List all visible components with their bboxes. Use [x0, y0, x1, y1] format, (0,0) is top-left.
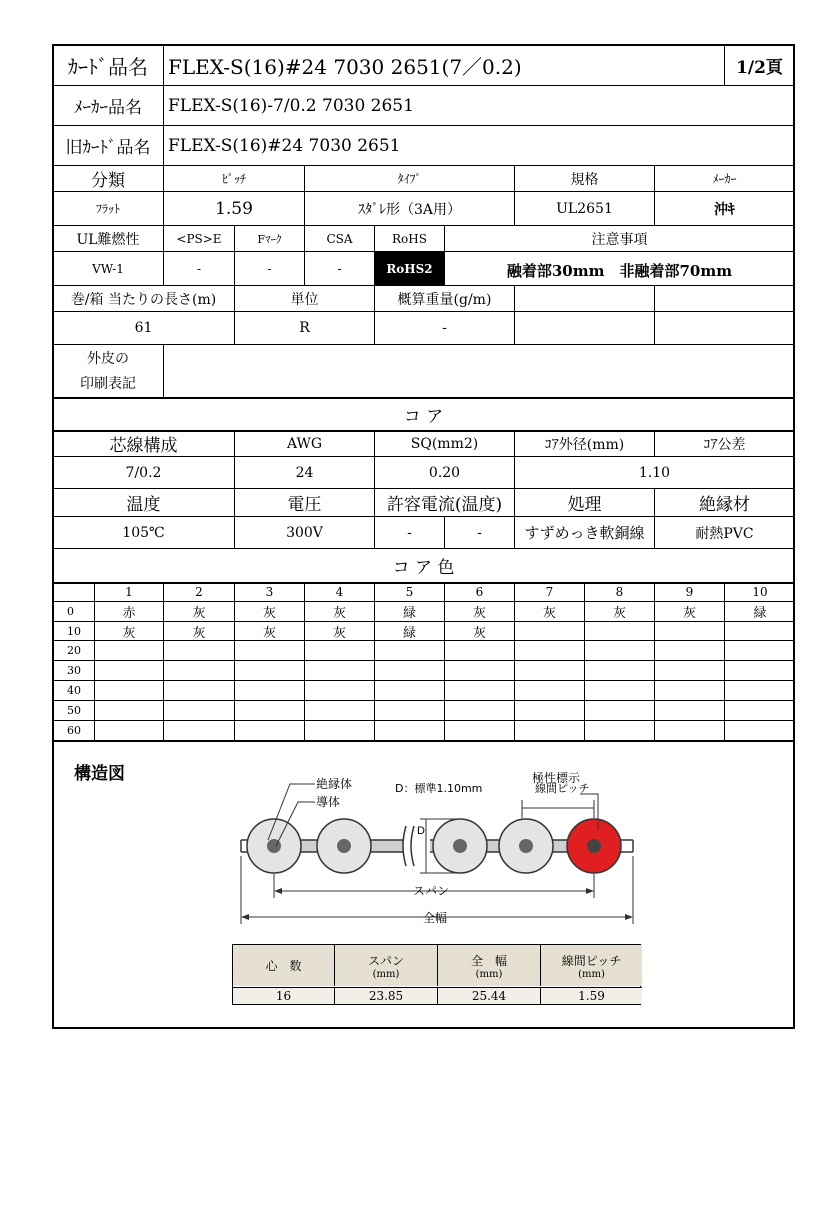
color-col-header: 6 — [475, 585, 484, 599]
color-cell — [164, 641, 234, 660]
color-col-header: 4 — [335, 585, 344, 599]
color-cell — [655, 701, 724, 720]
core-color-section-title: コ ア 色 — [392, 558, 455, 578]
current-label: 許容電流(温度) — [386, 495, 503, 515]
polarity-label: 極性標示 — [532, 771, 581, 785]
fmark-label: Fﾏｰｸ — [257, 232, 282, 246]
color-cell: 灰 — [192, 606, 206, 621]
ps-value: - — [196, 261, 202, 276]
color-cell — [235, 661, 304, 680]
color-cell — [95, 681, 163, 700]
dimension-header-cell — [335, 945, 438, 986]
color-cell — [375, 701, 444, 720]
color-col-header: 9 — [685, 585, 694, 599]
color-cell — [725, 721, 795, 740]
color-col-header: 10 — [752, 585, 768, 599]
wire-2-core — [337, 839, 351, 853]
color-cell — [235, 681, 304, 700]
color-cell: 緑 — [402, 606, 416, 621]
card-name-value: FLEX-S(16)#24 7030 2651(7／0.2) — [168, 54, 522, 79]
maker-name-label: ﾒｰｶｰ品名 — [74, 98, 142, 118]
old-card-label: 旧ｶｰﾄﾞ品名 — [65, 138, 151, 158]
ps-label: <PS>E — [176, 231, 222, 246]
notes-value: 融着部30mm 非融着部70mm — [506, 262, 733, 280]
sq-value: 0.20 — [428, 464, 461, 481]
color-row-label: 20 — [67, 644, 81, 657]
wire-4-core — [519, 839, 533, 853]
dimension-header-unit: (mm) — [372, 968, 400, 980]
color-cell — [445, 701, 514, 720]
color-row-label: 50 — [67, 704, 81, 717]
csa-label: CSA — [326, 231, 353, 246]
color-cell — [235, 641, 304, 660]
color-row-label: 0 — [67, 605, 74, 618]
print-label-line2: 印刷表記 — [80, 376, 136, 392]
color-cell — [95, 721, 163, 740]
dimension-value-cell: 16 — [233, 987, 335, 1004]
dimension-header-label: 心 数 — [265, 959, 302, 973]
dimension-header-unit: (mm) — [578, 968, 605, 980]
color-cell — [445, 661, 514, 680]
color-cell — [655, 721, 724, 740]
width-label: 全幅 — [423, 911, 448, 925]
color-row-label: 60 — [67, 724, 81, 737]
awg-label: AWG — [286, 435, 323, 452]
fmark-value: - — [267, 261, 272, 276]
temp-label: 温度 — [126, 495, 161, 515]
color-cell — [515, 622, 584, 640]
color-cell — [585, 622, 654, 640]
structure-diagram — [230, 770, 660, 940]
break-marks — [403, 826, 414, 866]
color-cell — [515, 701, 584, 720]
color-cell — [95, 641, 163, 660]
d-marker-text: D — [417, 825, 425, 837]
color-cell: 灰 — [542, 606, 556, 621]
color-cell: 灰 — [612, 606, 626, 621]
page-number: 1/2頁 — [736, 57, 783, 78]
rohs-badge: RoHS2 — [375, 252, 444, 285]
voltage-value: 300V — [286, 524, 323, 541]
notes-label: 注意事項 — [591, 231, 648, 248]
conductor-label: 導体 — [316, 795, 341, 809]
line-pitch-label: 線間ピッチ — [535, 782, 590, 795]
color-cell — [515, 721, 584, 740]
color-cell — [305, 641, 374, 660]
color-cell: 灰 — [332, 625, 346, 641]
bunrui-label: 分類 — [91, 171, 125, 191]
color-cell — [515, 681, 584, 700]
od-value: 1.10 — [638, 464, 671, 481]
awg-value: 24 — [295, 464, 314, 481]
color-col-header: 3 — [265, 585, 274, 599]
csa-value: - — [337, 261, 342, 276]
dimension-value-cell: 25.44 — [438, 987, 541, 1004]
color-col-header: 2 — [195, 585, 203, 599]
color-cell — [515, 661, 584, 680]
dimension-table — [232, 944, 641, 1005]
color-cell — [655, 681, 724, 700]
length-label: 巻/箱 当たりの長さ(m) — [70, 291, 217, 308]
type-label: ﾀｲﾌﾟ — [397, 172, 422, 186]
color-cell — [305, 721, 374, 740]
color-cell — [164, 661, 234, 680]
color-cell — [95, 661, 163, 680]
pitch-label: ﾋﾟｯﾁ — [221, 172, 246, 186]
polarity-wire-core — [587, 839, 601, 853]
color-cell — [164, 681, 234, 700]
structure-title: 構造図 — [74, 763, 125, 784]
voltage-label: 電圧 — [287, 495, 322, 515]
sq-label: SQ(mm2) — [410, 435, 479, 452]
color-col-header: 7 — [545, 585, 554, 599]
color-col-header: 8 — [615, 585, 624, 599]
color-cell: 灰 — [472, 625, 486, 641]
unit-label: 単位 — [290, 291, 319, 308]
color-cell: 灰 — [192, 625, 206, 641]
color-cell — [95, 701, 163, 720]
color-cell — [164, 721, 234, 740]
dimension-header-cell — [541, 945, 642, 986]
color-cell — [585, 721, 654, 740]
insulation-label: 絶縁材 — [699, 495, 750, 515]
kikaku-value: UL2651 — [556, 200, 613, 217]
dimension-header-label: 全 幅 — [470, 953, 507, 968]
od-label: ｺｱ外径(mm) — [544, 436, 625, 453]
color-cell — [585, 701, 654, 720]
type-value: ｽﾀﾞﾚ形（3A用） — [357, 201, 462, 218]
color-cell — [585, 641, 654, 660]
weight-value: - — [442, 320, 447, 336]
unit-value: R — [299, 320, 310, 336]
tol-label: ｺｱ公差 — [703, 436, 746, 453]
dimension-value-cell: 23.85 — [335, 987, 438, 1004]
insulation-value: 耐熱PVC — [695, 525, 754, 542]
color-cell: 緑 — [402, 625, 416, 641]
color-cell — [725, 641, 795, 660]
color-col-header: 5 — [405, 585, 414, 599]
length-value: 61 — [134, 320, 153, 336]
color-cell — [164, 701, 234, 720]
color-cell — [235, 701, 304, 720]
treatment-value: すずめっき軟銅線 — [524, 524, 645, 542]
color-cell — [515, 641, 584, 660]
treatment-label: 処理 — [567, 495, 602, 515]
maker-value: 沖ｷ — [714, 201, 735, 218]
current-value-b: - — [477, 524, 482, 541]
temp-value: 105℃ — [122, 524, 165, 541]
color-cell — [375, 641, 444, 660]
rohs-label: RoHS — [392, 231, 427, 246]
color-cell — [445, 721, 514, 740]
color-row-label: 10 — [67, 624, 81, 638]
color-cell — [305, 701, 374, 720]
kikaku-label: 規格 — [570, 171, 599, 188]
color-cell — [725, 681, 795, 700]
print-value — [164, 345, 798, 397]
color-cell: 灰 — [682, 606, 696, 621]
old-card-value: FLEX-S(16)#24 7030 2651 — [168, 135, 401, 156]
color-cell: 灰 — [122, 625, 136, 641]
color-cell — [655, 622, 724, 640]
dimension-header-cell — [438, 945, 541, 986]
color-cell — [725, 701, 795, 720]
color-cell — [305, 661, 374, 680]
color-cell — [305, 681, 374, 700]
weight-label: 概算重量(g/m) — [397, 291, 492, 308]
color-cell: 赤 — [122, 606, 136, 621]
dimension-header-label: スパン — [367, 953, 404, 968]
bunrui-value: ﾌﾗｯﾄ — [95, 202, 120, 216]
insulator-label: 絶縁体 — [316, 777, 353, 791]
color-row-label: 30 — [67, 664, 81, 677]
color-cell: 灰 — [472, 606, 486, 621]
color-cell — [375, 681, 444, 700]
color-col-header: 1 — [125, 585, 133, 599]
color-cell — [445, 641, 514, 660]
print-label-line1: 外皮の — [87, 351, 129, 367]
color-cell — [235, 721, 304, 740]
color-cell — [445, 681, 514, 700]
ul-value: VW-1 — [92, 261, 124, 276]
color-cell — [655, 661, 724, 680]
color-cell: 緑 — [753, 606, 767, 621]
dimension-value-cell: 1.59 — [541, 987, 642, 1004]
color-cell — [585, 681, 654, 700]
card-name-label: ｶｰﾄﾞ品名 — [68, 54, 148, 79]
maker-label: ﾒｰｶｰ — [712, 172, 737, 186]
ul-label: UL難燃性 — [76, 231, 140, 248]
color-cell — [725, 661, 795, 680]
pitch-value: 1.59 — [215, 198, 253, 219]
color-cell — [585, 661, 654, 680]
color-cell — [725, 622, 795, 640]
span-label: スパン — [413, 884, 450, 898]
color-cell: 灰 — [262, 625, 276, 641]
color-cell — [655, 641, 724, 660]
color-row-label: 40 — [67, 684, 81, 697]
d-standard-label: D：標準1.10mm — [395, 782, 483, 795]
color-cell: 灰 — [262, 606, 276, 621]
core-section-title: コ ア — [403, 407, 444, 427]
composition-label: 芯線構成 — [109, 436, 178, 456]
maker-name-value: FLEX-S(16)-7/0.2 7030 2651 — [168, 95, 414, 116]
current-value-a: - — [407, 524, 412, 541]
dimension-header-unit: (mm) — [475, 968, 503, 980]
composition-value: 7/0.2 — [125, 464, 162, 481]
dimension-header-label: 線間ピッチ — [561, 953, 622, 968]
color-cell — [375, 661, 444, 680]
wire-3-core — [453, 839, 467, 853]
color-cell: 灰 — [332, 606, 346, 621]
color-cell — [375, 721, 444, 740]
dimension-header-cell — [233, 945, 335, 986]
